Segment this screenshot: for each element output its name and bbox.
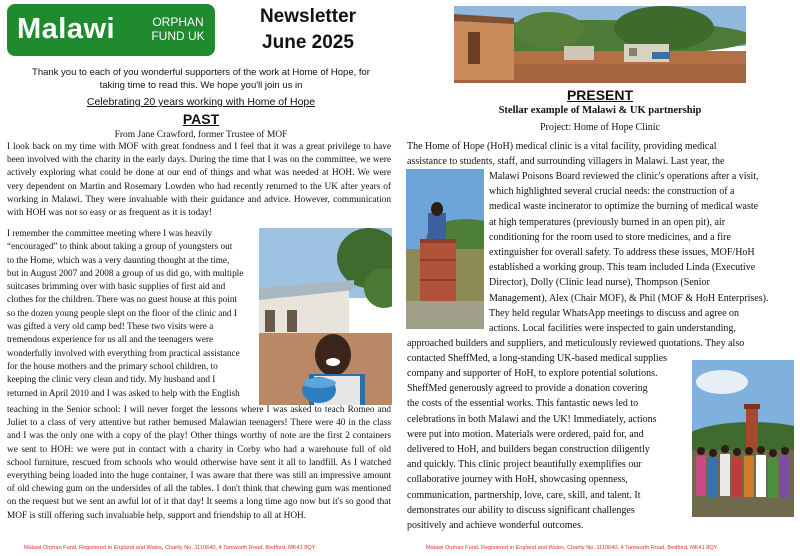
past-side-line: keeping the clinic very clean and tidy. My husband and I — [7, 374, 216, 385]
logo-sub-text — [147, 15, 209, 43]
intro-line1: Thank you to each of you wonderful supporters of the work at Home of Hope, for — [32, 67, 370, 78]
past-side-line: to the Home, which was a very daunting thought at the time, — [7, 254, 230, 265]
logo — [7, 4, 215, 56]
present-line: approached builders and suppliers, and meticulously reviewed quotations. They also — [407, 338, 745, 349]
intro-text — [10, 66, 392, 92]
past-heading: PAST — [182, 111, 220, 127]
present-line: which highlighted several crucial needs: the construction of a — [489, 186, 735, 198]
past-side-text — [7, 227, 259, 400]
present-line: at high temperatures (previously burned in an open pit), air — [489, 216, 726, 228]
present-line: Management), Alex (Chair MOF), & Phil (MOF & HoH Enterprises). — [489, 292, 769, 304]
present-line: positively and achieve wonderful outcomes. — [407, 520, 584, 532]
intro-line2: taking time to read this. We hope you'll join us in — [99, 80, 303, 91]
logo-main-text: Malawi — [17, 13, 116, 45]
footer-left: Malawi Orphan Fund, Registered in England and Wales, Charity No. 1110640, 4 Tamworth Road, Bedford, MK41 8QY — [24, 545, 316, 551]
past-paragraph-1: I look back on my time with MOF with great fondness and I feel that it was a great privilege to have been involved with the charity in the early days. During the time that I was on the committee, we were actively exploring what could be done at our end of things and what was needed at HOH. We were very dependent on Martin and Rosemary Lowden who had recently returned to the UK after years of working in Malawi. They were invaluable with their guidance and advice. However, communication with HOH was not so easy or as frequent as it is today! — [7, 142, 391, 219]
present-project: Project: Home of Hope Clinic — [540, 122, 660, 133]
footer-right: Malawi Orphan Fund, Registered in England and Wales, Charity No. 1110640, 4 Tamworth Road, Bedford, MK41 8QY — [426, 545, 718, 551]
present-line: SheffMed generously agreed to provide a donation covering — [407, 383, 648, 395]
present-line: The Home of Hope (HoH) medical clinic is a vital facility, providing medical — [407, 141, 717, 152]
present-line: collaborative journey with HoH, showcasing openness, — [407, 474, 628, 486]
child-with-cup-photo — [259, 228, 392, 405]
present-heading: PRESENT — [566, 87, 634, 103]
present-line: actions. Local facilities were inspected to gain understanding, — [489, 323, 736, 335]
past-side-line: tremendous experience for us all and the teenagers were — [7, 334, 214, 345]
past-side-line: clothes for the children. There was no guest house at this point — [7, 294, 237, 305]
present-subheading: Stellar example of Malawi & UK partnership — [498, 105, 702, 116]
present-line: conditioning for the room used to store medicines, and a fire — [489, 231, 731, 243]
incinerator-construction-photo — [406, 169, 484, 329]
newsletter-date: June 2025 — [262, 32, 354, 53]
celebrating-heading: Celebrating 20 years working with Home of Hope — [86, 96, 316, 108]
present-line: delivered to HoH, and builders began construction diligently — [407, 444, 650, 456]
present-mid-text — [489, 169, 794, 336]
past-side-line: suitcases brimming over with basic supplies of first aid and — [7, 281, 226, 292]
present-line: medical waste incinerator to optimize the burning of medical waste — [489, 201, 759, 213]
logo-sub-line2: FUND UK — [151, 29, 205, 43]
past-side-line: was gifted a very old camp bed! These two visits were a — [7, 321, 214, 332]
present-line: demonstrates our ability to discuss significant challenges — [407, 504, 635, 516]
past-side-line: I remember the committee meeting where I was heavily — [7, 228, 213, 238]
present-line: extinguisher for overall safety. To address these issues, MOF/HoH — [489, 247, 755, 259]
past-side-line: but in August 2007 and 2008 a group of us did go, with multiple — [7, 267, 244, 278]
present-line: established a working group. This team included Linda (Executive — [489, 262, 756, 274]
present-line: communication, partnership, love, care, skill, and talent. It — [407, 489, 641, 501]
newsletter-title — [228, 4, 388, 56]
present-top-text — [407, 139, 792, 169]
past-side-line: so the dozen young people slept on the floor of the clinic and I — [7, 307, 237, 318]
logo-sub-line1: ORPHAN — [152, 15, 204, 29]
present-line: celebrations in both Malawi and the UK! Immediately, actions — [407, 413, 657, 425]
clinic-buildings-photo — [454, 6, 746, 83]
present-line: Director), Dolly (Clinic lead nurse), Thompson (Senior — [489, 277, 710, 289]
past-side-line: wonderfully involved with everything from practical assistance — [7, 347, 240, 358]
present-line: and quickly. This clinic project beautifully exemplifies our — [407, 459, 642, 471]
past-side-line: “encouraged” to think about taking a group of youngsters out — [7, 241, 233, 252]
present-line: contacted SheffMed, a long-standing UK-based medical supplies — [407, 353, 668, 365]
past-paragraph-3: teaching in the Senior school: I will never forget the lessons where I was asked to teach Romeo and Juliet to a class of very attentive but rather bemused Malawian teenagers! There were 40 in the class and I was the only one with a copy of the play! Other things worthy of note are the first 2 containers we sent to HOH: we were put in contact with a charity in Corby who had a warehouse full of old school furniture, rescued from schools who would otherwise have sent it all to landfill. As I watched everything being loaded into the huge container, I was aware that there was still an impressive amount of old chewing gum on the undersides of all the tables. I don't think that chewing gum was mentioned on the request but we sent an awful lot of it that day! It seems a long time ago now but it's so good that MOF is still offering such invaluable help, support and friendship to all at HOH. — [7, 405, 391, 521]
past-byline: From Jane Crawford, former Trustee of MOF — [114, 130, 288, 140]
present-line: the costs of the essential works. This fantastic news led to — [407, 398, 639, 410]
present-line: assistance to students, staff, and surrounding villagers in Malawi. Last year, the — [407, 156, 725, 168]
present-line: Malawi Poisons Board reviewed the clinic's operations after a visit, — [489, 171, 759, 182]
past-side-line: returned in April 2010 and I was asked to help with the English — [7, 387, 240, 398]
present-line: company and supporter of HoH, to explore potential solutions. — [407, 368, 658, 379]
group-photo — [692, 360, 794, 517]
newsletter-title-line1: Newsletter — [259, 6, 357, 27]
past-side-line: for the house mothers and the primary school children, to — [7, 360, 218, 371]
present-bottom-text — [407, 366, 692, 533]
present-line: were put into motion. Materials were ordered, paid for, and — [407, 428, 644, 440]
present-line: They held regular WhatsApp meetings to discuss and agree on — [489, 307, 740, 319]
